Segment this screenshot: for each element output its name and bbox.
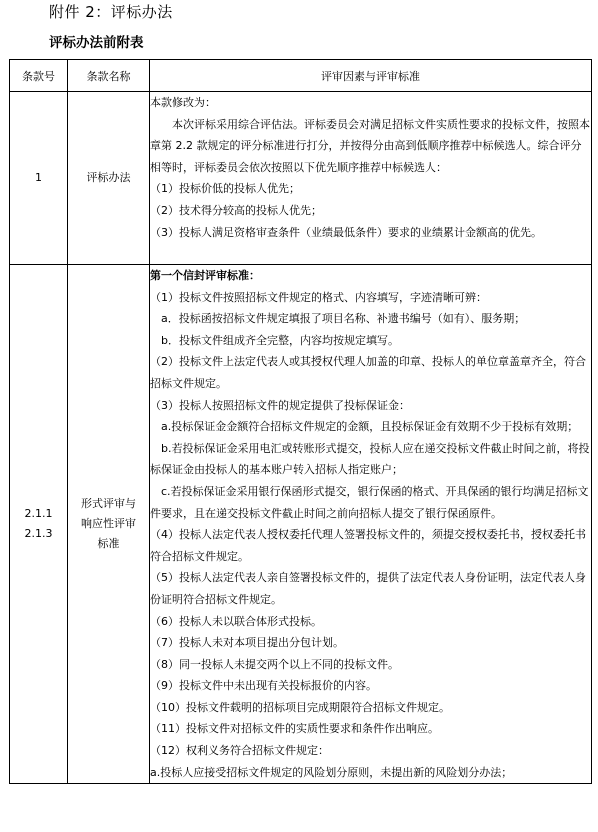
criteria-line: （3）投标人按照招标文件的规定提供了投标保证金： (150, 398, 410, 412)
criteria-line: a．投标函按招标文件规定填报了项目名称、补遗书编号（如有）、服务期； (161, 312, 526, 326)
criteria-line: （9）投标文件中未出现有关投标报价的内容。 (150, 679, 377, 693)
criteria-line: a.投标保证金金额符合招标文件规定的金额，且投标保证金有效期不少于投标有效期； (161, 420, 579, 434)
criteria-line: a.投标人应接受招标文件规定的风险划分原则，未提出新的风险划分办法； (150, 765, 513, 779)
criteria-line: （10）投标文件载明的招标项目完成期限符合招标文件规定。 (150, 700, 450, 714)
criteria-line: 本款修改为： (150, 96, 216, 109)
criteria-section-title: 第一个信封评审标准： (150, 269, 260, 282)
clause-name-line: 标准 (97, 537, 120, 551)
criteria-line: （6）投标人未以联合体形式投标。 (150, 614, 322, 628)
clause-number: 1 (10, 92, 68, 265)
table-row (10, 265, 592, 784)
table-row (10, 92, 592, 265)
criteria-line: （12）权利义务符合招标文件规定： (150, 744, 329, 758)
criteria-line: （5）投标人法定代表人亲自签署投标文件的，提供了法定代表人身份证明，法定代表人身份证明符合招标文件规定。 (150, 571, 586, 606)
header-clause-name: 条款名称 (68, 60, 150, 92)
criteria-cell (150, 92, 592, 265)
criteria-line: （1）投标文件按照招标文件规定的格式、内容填写，字迹清晰可辨： (150, 290, 487, 304)
header-criteria: 评审因素与评审标准 (150, 60, 592, 92)
table-header-row (10, 60, 592, 92)
criteria-line: （11）投标文件对招标文件的实质性要求和条件作出响应。 (150, 722, 439, 736)
criteria-line: c.若投标保证金采用银行保函形式提交，银行保函的格式、开具保函的银行均满足招标文件要求，且在递交投标文件截止时间之前向招标人提交了银行保函原件。 (150, 484, 589, 520)
criteria-line: （2）技术得分较高的投标人优先； (150, 203, 322, 217)
clause-number-line: 2.1.3 (24, 527, 53, 541)
criteria-line: b．投标文件组成齐全完整，内容均按规定填写。 (161, 333, 399, 347)
criteria-cell (150, 265, 592, 784)
clause-number (10, 265, 68, 784)
criteria-line: （2）投标文件上法定代表人或其授权代理人加盖的印章、投标人的单位章盖章齐全，符合招标文件规定。 (150, 355, 586, 390)
annex-heading: 附件 2：评标办法 (49, 3, 173, 21)
criteria-line: （1）投标价低的投标人优先； (150, 182, 300, 196)
clause-name: 评标办法 (68, 92, 150, 265)
criteria-line: （4）投标人法定代表人授权委托代理人签署投标文件的，须提交授权委托书，授权委托书符合招标文件规定。 (150, 528, 586, 563)
clause-number-line: 2.1.1 (24, 507, 53, 521)
criteria-paragraph: 本次评标采用综合评估法。评标委员会对满足招标文件实质性要求的投标文件，按照本章第 2.2 款规定的评分标准进行打分，并按得分由高到低顺序推荐中标候选人。综合评分相等时，评标委员会依次按照以下优先顺序推荐中标候选人： (150, 117, 590, 174)
clause-name-line: 响应性评审 (81, 517, 136, 531)
table-title: 评标办法前附表 (49, 35, 144, 51)
header-clause-number: 条款号 (10, 60, 68, 92)
criteria-line: （3）投标人满足资格审查条件（业绩最低条件）要求的业绩累计金额高的优先。 (150, 225, 542, 239)
criteria-line: （7）投标人未对本项目提出分包计划。 (150, 636, 344, 650)
criteria-line: （8）同一投标人未提交两个以上不同的投标文件。 (150, 657, 399, 671)
evaluation-table (9, 59, 592, 784)
clause-name-line: 形式评审与 (81, 497, 136, 511)
clause-name (68, 265, 150, 784)
criteria-line: b.若投标保证金采用电汇或转账形式提交，投标人应在递交投标文件截止时间之前，将投标保证金由投标人的基本账户转入招标人指定账户； (150, 441, 590, 477)
